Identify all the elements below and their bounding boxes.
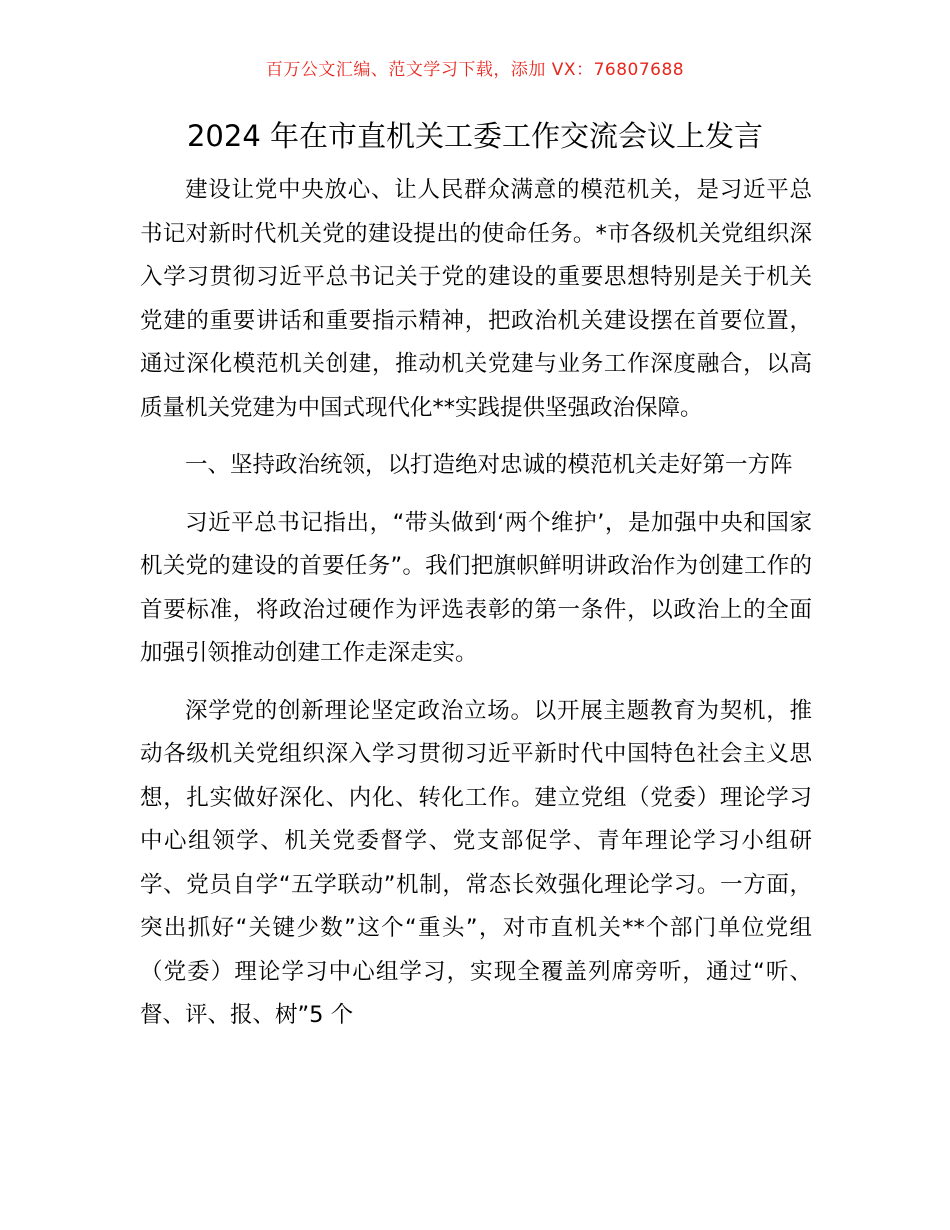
paragraph-intro: 建设让党中央放心、让人民群众满意的模范机关，是习近平总书记对新时代机关党的建设提出的使命任务。*市各级机关党组织深入学习贯彻习近平总书记关于党的建设的重要思想特别是关于机关党建的重要讲话和重要指示精神，把政治机关建设摆在首要位置，通过深化模范机关创建，推动机关党建与业务工作深度融合，以高质量机关党建为中国式现代化**实践提供坚强政治保障。: [140, 177, 812, 421]
header-watermark-note: 百万公文汇编、范文学习下载，添加 VX：76807688: [265, 60, 685, 80]
document-body: [140, 169, 812, 1038]
document-title: 2024 年在市直机关工委工作交流会议上发言: [186, 119, 764, 153]
section-heading-1: 一、坚持政治统领，以打造绝对忠诚的模范机关走好第一方阵: [185, 452, 793, 478]
paragraph-quote: 习近平总书记指出，“带头做到‘两个维护’，是加强中央和国家机关党的建设的首要任务”。我们把旗帜鲜明讲政治作为创建工作的首要标准，将政治过硬作为评选表彰的第一条件，以政治上的全面加强引领推动创建工作走深走实。: [140, 509, 812, 666]
paragraph-theory-study: 深学党的创新理论坚定政治立场。以开展主题教育为契机，推动各级机关党组织深入学习贯彻习近平新时代中国特色社会主义思想，扎实做好深化、内化、转化工作。建立党组（党委）理论学习中心组领学、机关党委督学、党支部促学、青年理论学习小组研学、党员自学“五学联动”机制，常态长效强化理论学习。一方面，突出抓好“关键少数”这个“重头”，对市直机关**个部门单位党组（党委）理论学习中心组学习，实现全覆盖列席旁听，通过“听、督、评、报、树”5 个: [140, 697, 812, 1028]
